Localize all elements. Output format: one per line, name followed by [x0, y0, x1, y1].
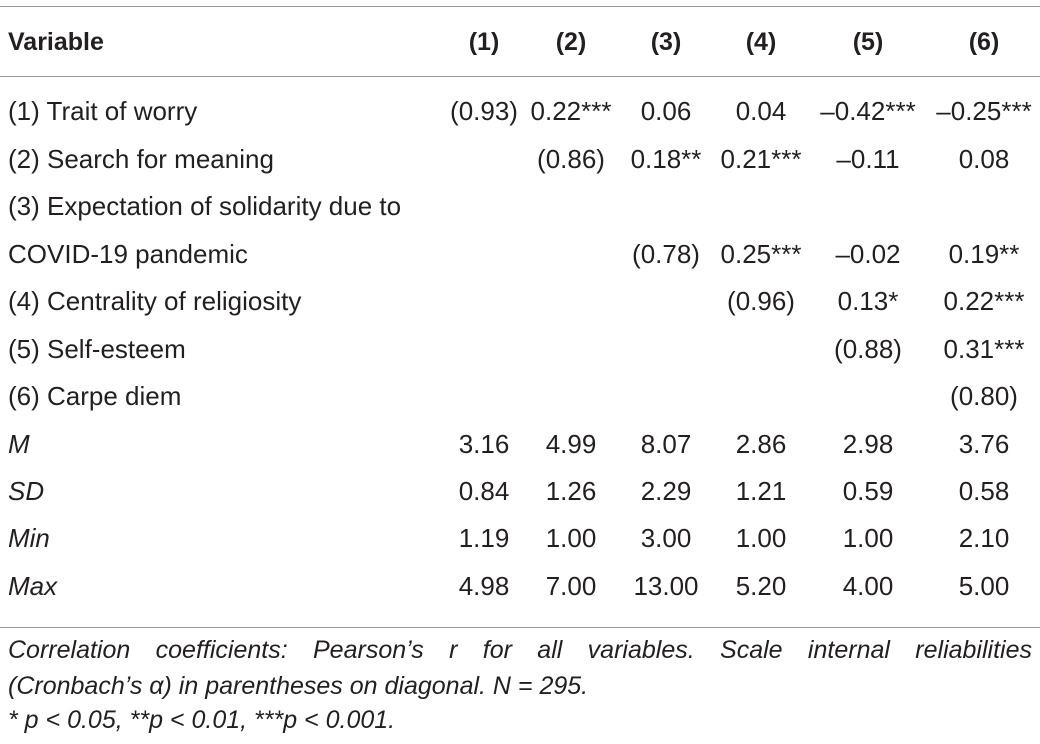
- table-cell: 0.13*: [837, 286, 899, 316]
- stat-cell: 3.16: [458, 429, 510, 459]
- note-line-1: Correlation coefficients: Pearson’s r for all variables. Scale internal reliabilities: [8, 636, 1032, 664]
- stat-label: SD: [8, 476, 45, 506]
- table-cell: –0.42***: [820, 96, 916, 126]
- stat-cell: 3.76: [958, 429, 1010, 459]
- stat-cell: 0.58: [958, 476, 1010, 506]
- stat-cell: 8.07: [640, 429, 692, 459]
- table-cell: –0.25***: [936, 96, 1032, 126]
- stat-cell: 5.00: [958, 571, 1010, 601]
- table-cell: 0.18**: [630, 144, 702, 174]
- table-cell: (0.96): [727, 286, 795, 316]
- table-note: [8, 632, 1032, 704]
- stat-label: Max: [8, 571, 58, 601]
- row-label: (6) Carpe diem: [8, 381, 182, 411]
- row-label: (4) Centrality of religiosity: [8, 286, 302, 316]
- row-label: (3) Expectation of solidarity due to: [8, 191, 402, 221]
- table-cell: 0.06: [640, 96, 692, 126]
- table-cell: (0.86): [537, 144, 605, 174]
- table-cell: 0.08: [958, 144, 1010, 174]
- table-cell: 0.22***: [943, 286, 1025, 316]
- table-cell: 0.19**: [948, 239, 1020, 269]
- stat-cell: 0.59: [842, 476, 894, 506]
- stat-cell: 1.26: [545, 476, 597, 506]
- stat-cell: 1.19: [458, 523, 510, 553]
- table-cell: 0.25***: [720, 239, 802, 269]
- row-label-continued: COVID-19 pandemic: [8, 239, 248, 269]
- header-col-6: (6): [968, 28, 1000, 56]
- table-cell: 0.22***: [530, 96, 612, 126]
- stat-cell: 7.00: [545, 571, 597, 601]
- header-col-4: (4): [745, 28, 777, 56]
- table-cell: 0.04: [735, 96, 787, 126]
- stat-label: Min: [8, 523, 50, 553]
- stat-cell: 3.00: [640, 523, 692, 553]
- table-cell: –0.11: [836, 144, 900, 174]
- stat-cell: 5.20: [735, 571, 787, 601]
- row-label: (1) Trait of worry: [8, 96, 198, 126]
- note-line-2: (Cronbach’s α) in parentheses on diagonal. N = 295.: [8, 672, 589, 700]
- table-cell: 0.21***: [720, 144, 802, 174]
- row-label: (2) Search for meaning: [8, 144, 274, 174]
- table-cell: –0.02: [835, 239, 901, 269]
- table-cell: (0.78): [632, 239, 700, 269]
- header-col-5: (5): [852, 28, 884, 56]
- table-cell: (0.88): [834, 334, 902, 364]
- stat-cell: 1.00: [735, 523, 787, 553]
- table-cell: 0.31***: [943, 334, 1025, 364]
- stat-cell: 2.29: [640, 476, 692, 506]
- stat-cell: 1.00: [842, 523, 894, 553]
- stat-cell: 4.00: [842, 571, 894, 601]
- table-cell: (0.80): [950, 381, 1018, 411]
- top-rule: [0, 6, 1040, 7]
- stat-cell: 2.10: [958, 523, 1010, 553]
- stat-cell: 2.98: [842, 429, 894, 459]
- header-col-1: (1): [468, 28, 500, 56]
- stat-cell: 2.86: [735, 429, 787, 459]
- stat-cell: 0.84: [458, 476, 510, 506]
- stat-cell: 4.98: [458, 571, 510, 601]
- stat-label: M: [8, 429, 30, 459]
- header-rule: [0, 76, 1040, 77]
- stat-cell: 1.00: [545, 523, 597, 553]
- stat-cell: 13.00: [633, 571, 699, 601]
- header-variable: Variable: [8, 28, 104, 56]
- stat-cell: 4.99: [545, 429, 597, 459]
- header-col-2: (2): [555, 28, 587, 56]
- row-label: (5) Self-esteem: [8, 334, 186, 364]
- stat-cell: 1.21: [735, 476, 787, 506]
- bottom-rule: [0, 627, 1040, 628]
- significance-note: * p < 0.05, **p < 0.01, ***p < 0.001.: [8, 706, 396, 734]
- table-cell: (0.93): [450, 96, 518, 126]
- header-col-3: (3): [650, 28, 682, 56]
